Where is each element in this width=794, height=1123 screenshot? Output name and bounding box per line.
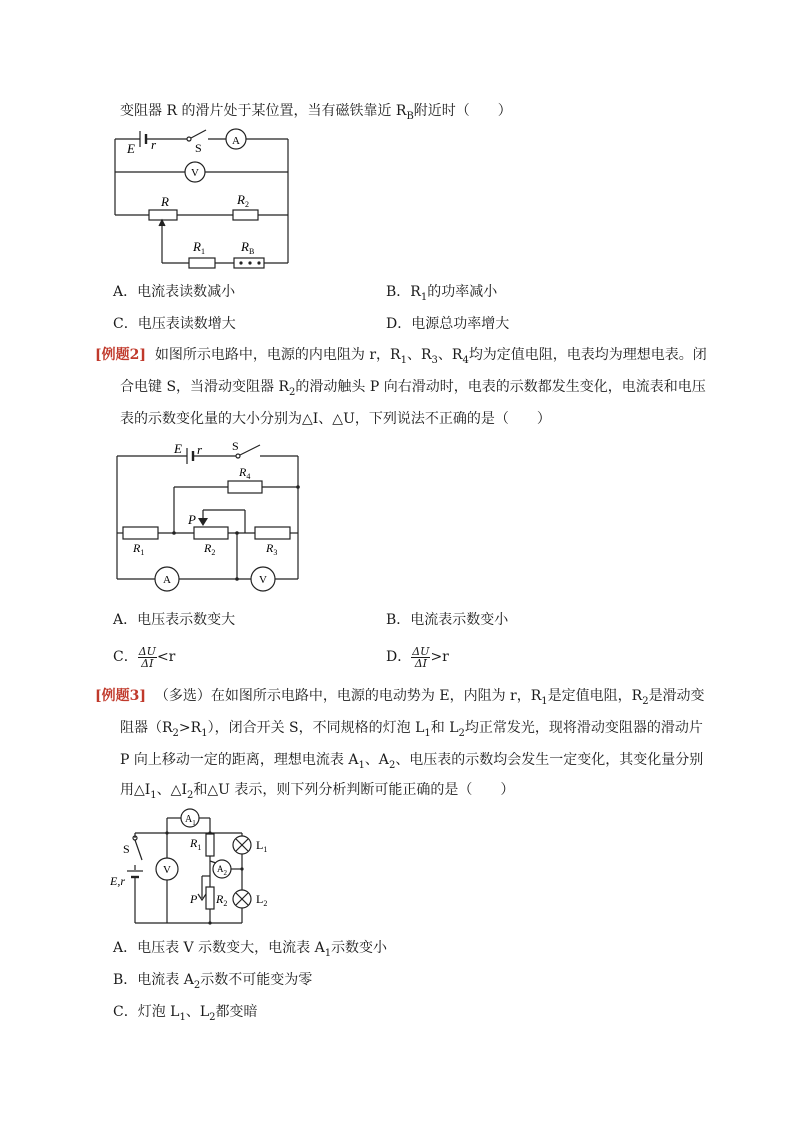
q1-label-r: r xyxy=(151,137,157,152)
q1-option-d: D．电源总功率增大 xyxy=(386,316,510,332)
q1-label-R: R xyxy=(161,194,169,209)
q2-tag: [例题2] xyxy=(95,347,146,363)
q1-label-s: S xyxy=(195,141,202,155)
q1-option-b: B．$R_1$的功率减小 xyxy=(386,284,498,303)
q1-label-R2: $R_2$ xyxy=(237,192,249,209)
q2-label-R1: $R_1$ xyxy=(133,541,145,557)
q3-label-L1: $L_1$ xyxy=(256,838,268,854)
q2-line1: [例题2] 如图所示电路中，电源的内电阻为 r，$R_1$、$R_3$、$R_4$均为定值电阻，电表均为理想电表。闭 xyxy=(95,347,707,366)
q3-line3: P 向上移动一定的距离，理想电流表 $A_1$、$A_2$、电压表的示数均会发生一定变化，其变化量分别 xyxy=(120,752,704,771)
q2-voltmeter-label: V xyxy=(259,574,267,586)
q2-option-d: D． $\frac{\Delta U}{\Delta I}$ >r xyxy=(386,644,449,670)
q2-label-e: E xyxy=(174,441,182,456)
q3-voltmeter-label: V xyxy=(163,864,171,876)
q1-label-RB: $R_B$ xyxy=(241,239,255,256)
q1-option-a: A．电流表读数减小 xyxy=(113,284,236,300)
q3-ammeter1-label: $A_1$ xyxy=(185,814,196,827)
q3-label-P: P xyxy=(190,892,198,906)
q1-ammeter-label: A xyxy=(232,135,240,147)
q2-label-R2: $R_2$ xyxy=(204,541,216,557)
q3-tag: [例题3] xyxy=(95,688,146,704)
q2-option-c-fraction: $\frac{\Delta U}{\Delta I}$ xyxy=(138,644,156,670)
q3-option-b: B．电流表 $A_2$示数不可能变为零 xyxy=(113,972,313,991)
q3-line2: 阻器$(R_2>R_1)$，闭合开关 S，不同规格的灯泡 $L_1$和 $L_2$均正常发光，现将滑动变阻器的滑动片 xyxy=(120,720,703,739)
q3-circuit-diagram xyxy=(110,805,280,930)
q1-label-e: E xyxy=(127,141,135,156)
q3-label-R1: $R_1$ xyxy=(190,836,202,852)
q2-option-b: B．电流表示数变小 xyxy=(386,612,509,628)
q1-stem: 变阻器 R 的滑片处于某位置，当有磁铁靠近 $R_B$附近时（ ） xyxy=(120,103,512,122)
q2-ammeter-label: A xyxy=(163,574,171,586)
q2-label-r: r xyxy=(197,442,203,457)
q3-label-s: S xyxy=(123,842,130,856)
q2-label-R3: $R_3$ xyxy=(266,541,278,557)
q1-option-c: C．电压表读数增大 xyxy=(113,316,236,332)
q3-line4: 用$\triangle I_1$、$\triangle I_2$和△U 表示，则下列分析判断可能正确的是（ ） xyxy=(120,782,515,801)
q2-label-P: P xyxy=(188,512,196,527)
q3-option-c: C．灯泡 $L_1$、$L_2$都变暗 xyxy=(113,1004,258,1023)
q2-option-a: A．电压表示数变大 xyxy=(113,612,236,628)
q1-voltmeter-label: V xyxy=(191,167,199,179)
q1-circuit-diagram xyxy=(105,124,300,272)
q3-label-L2: $L_2$ xyxy=(256,892,268,908)
q2-circuit-diagram xyxy=(110,436,305,596)
q2-option-c: C． $\frac{\Delta U}{\Delta I}$ <r xyxy=(113,644,176,670)
q3-line1: [例题3] （多选）在如图所示电路中，电源的电动势为 E，内阻为 r，$R_1$是定值电阻，$R_2$是滑动变 xyxy=(95,688,705,707)
q2-label-R4: $R_4$ xyxy=(239,465,251,481)
q2-label-s: S xyxy=(232,439,239,453)
q2-option-d-fraction: $\frac{\Delta U}{\Delta I}$ xyxy=(412,644,430,670)
q2-line3: 表的示数变化量的大小分别为△I、△U，下列说法不正确的是（ ） xyxy=(120,411,551,427)
q3-option-a: A．电压表 V 示数变大，电流表 $A_1$示数变小 xyxy=(113,940,388,959)
q1-label-R1: $R_1$ xyxy=(193,239,205,256)
q3-label-R2: $R_2$ xyxy=(216,892,228,908)
q2-line2: 合电键 S，当滑动变阻器 $R_2$的滑动触头 P 向右滑动时，电表的示数都发生变化，电流表和电压 xyxy=(120,379,706,398)
q3-ammeter2-label: $A_2$ xyxy=(217,864,227,877)
q3-label-er: E,r xyxy=(110,874,125,888)
